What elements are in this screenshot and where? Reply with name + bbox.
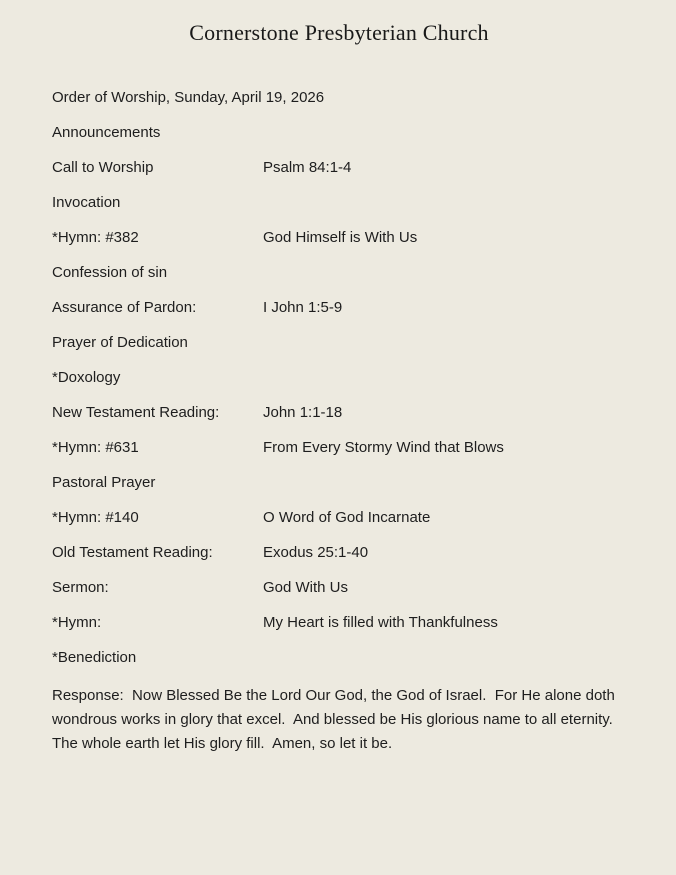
order-row bbox=[52, 579, 626, 596]
order-row bbox=[52, 649, 626, 666]
order-item-detail: From Every Stormy Wind that Blows bbox=[263, 439, 504, 456]
order-of-worship-heading: Order of Worship, Sunday, April 19, 2026 bbox=[52, 89, 325, 106]
order-item-detail: God Himself is With Us bbox=[263, 229, 418, 246]
order-item-detail: John 1:1-18 bbox=[263, 404, 343, 421]
order-item-label: *Hymn: #140 bbox=[52, 509, 139, 526]
order-item-label: *Hymn: #631 bbox=[52, 439, 139, 456]
order-item-label: Pastoral Prayer bbox=[52, 474, 156, 491]
order-item-detail bbox=[263, 474, 626, 491]
order-item-label: *Benediction bbox=[52, 649, 137, 666]
order-item-detail: Exodus 25:1-40 bbox=[263, 544, 369, 561]
order-item-detail bbox=[263, 369, 626, 386]
order-row bbox=[52, 614, 626, 631]
order-item-label: Invocation bbox=[52, 194, 121, 211]
response-paragraph: Response: Now Blessed Be the Lord Our God, the God of Israel. For He alone doth wondrous works in glory that excel. And blessed be His glorious name to all eternity. The whole earth let His glory fill. Amen, so let it be. bbox=[52, 687, 621, 752]
order-item-label: *Doxology bbox=[52, 369, 121, 386]
order-item-label: Assurance of Pardon: bbox=[52, 299, 197, 316]
order-item-detail bbox=[263, 649, 626, 666]
order-item-detail bbox=[263, 264, 626, 281]
order-list bbox=[52, 124, 626, 666]
order-row bbox=[52, 334, 626, 351]
order-item-detail: God With Us bbox=[263, 579, 349, 596]
order-item-label: *Hymn: bbox=[52, 614, 102, 631]
order-row bbox=[52, 264, 626, 281]
order-item-detail: My Heart is filled with Thankfulness bbox=[263, 614, 498, 631]
order-item-detail bbox=[263, 194, 626, 211]
order-item-detail bbox=[263, 124, 626, 141]
order-item-label: Old Testament Reading: bbox=[52, 544, 213, 561]
order-row bbox=[52, 509, 626, 526]
order-item-detail: I John 1:5-9 bbox=[263, 299, 343, 316]
order-of-worship-section bbox=[52, 89, 626, 756]
order-row bbox=[52, 229, 626, 246]
order-item-label: Call to Worship bbox=[52, 159, 154, 176]
order-item-label: Prayer of Dedication bbox=[52, 334, 188, 351]
order-row bbox=[52, 194, 626, 211]
order-row bbox=[52, 439, 626, 456]
order-item-detail: Psalm 84:1-4 bbox=[263, 159, 352, 176]
order-row bbox=[52, 544, 626, 561]
order-item-label: *Hymn: #382 bbox=[52, 229, 139, 246]
order-row bbox=[52, 299, 626, 316]
order-row bbox=[52, 474, 626, 491]
order-item-label: Confession of sin bbox=[52, 264, 168, 281]
order-row bbox=[52, 124, 626, 141]
page-title: Cornerstone Presbyterian Church bbox=[189, 20, 489, 45]
order-row bbox=[52, 404, 626, 421]
order-row bbox=[52, 159, 626, 176]
order-item-label: New Testament Reading: bbox=[52, 404, 220, 421]
order-item-detail: O Word of God Incarnate bbox=[263, 509, 431, 526]
order-item-detail bbox=[263, 334, 626, 351]
order-item-label: Announcements bbox=[52, 124, 161, 141]
order-item-label: Sermon: bbox=[52, 579, 109, 596]
order-row bbox=[52, 369, 626, 386]
